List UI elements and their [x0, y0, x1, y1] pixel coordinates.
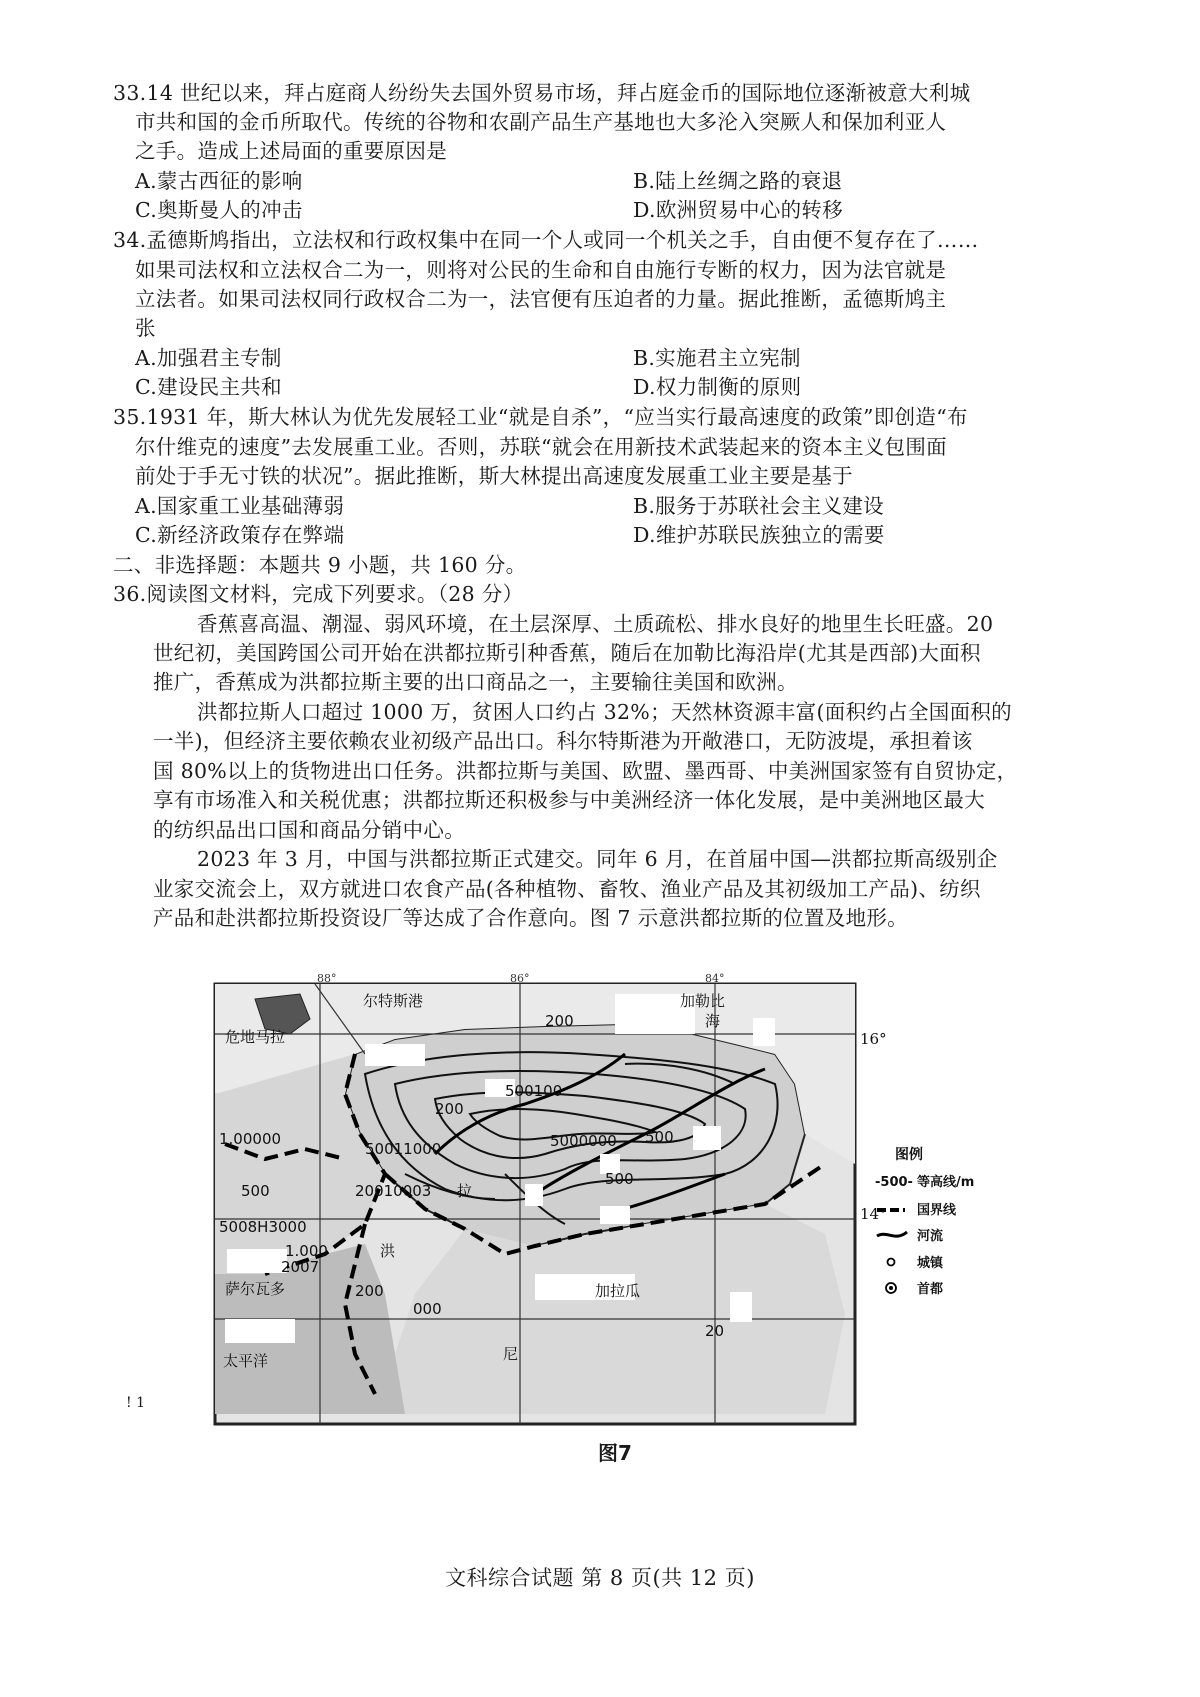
- label-hu: 洪: [380, 1242, 396, 1260]
- label-guatemala: 危地马拉: [225, 1028, 286, 1046]
- tick-86: 86°: [510, 972, 530, 985]
- map-legend: [875, 1146, 974, 1297]
- label-caribbean-b: 海: [705, 1012, 721, 1030]
- label-n3: 5008H3000: [219, 1218, 307, 1236]
- label-port: 尔特斯港: [363, 992, 424, 1010]
- legend-river: 河流: [917, 1229, 944, 1244]
- legend-contour: 等高线/m: [917, 1175, 975, 1190]
- tick-84: 84°: [705, 972, 725, 985]
- q36-para3-line-3: 产品和赴洪都拉斯投资设厂等达成了合作意向。图 7 示意洪都拉斯的位置及地形。: [153, 906, 908, 930]
- q33-option-d: D.欧洲贸易中心的转移: [633, 198, 844, 222]
- legend-river-swatch: [877, 1232, 907, 1236]
- q33-stem-line-3: 之手。造成上述局面的重要原因是: [135, 139, 447, 163]
- q33-stem-line-1: 33.14 世纪以来，拜占庭商人纷纷失去国外贸易市场，拜占庭金币的国际地位逐渐被意大利城: [113, 81, 971, 105]
- q36-para2-line-4: 享有市场准入和关税优惠；洪都拉斯还积极参与中美洲经济一体化发展，是中美洲地区最大: [153, 788, 985, 812]
- label-n1: 1.00000: [219, 1130, 282, 1148]
- label-nicaragua-b: 加拉瓜: [595, 1282, 641, 1300]
- legend-capital-dot: [889, 1286, 893, 1290]
- q33-option-b: B.陆上丝绸之路的衰退: [633, 169, 843, 193]
- legend-town: 城镇: [917, 1256, 944, 1271]
- label-n7: 500: [605, 1170, 634, 1188]
- page-footer: 文科综合试题 第 8 页(共 12 页): [445, 1566, 755, 1590]
- q33-option-a: A.蒙古西征的影响: [135, 169, 303, 193]
- label-n6: 000: [413, 1300, 442, 1318]
- legend-contour-val: -500-: [875, 1175, 913, 1190]
- q34-option-a: A.加强君主专制: [135, 346, 282, 370]
- q34-option-b: B.实施君主立宪制: [633, 346, 801, 370]
- label-200-top: 200: [545, 1012, 574, 1030]
- q35-option-d: D.维护苏联民族独立的需要: [633, 523, 885, 547]
- label-n13: 20010003: [355, 1182, 432, 1200]
- q35-option-c: C.新经济政策存在弊端: [135, 523, 345, 547]
- label-n5: 200: [355, 1282, 384, 1300]
- q35-option-b: B.服务于苏联社会主义建设: [633, 494, 884, 518]
- q36-title: 36.阅读图文材料，完成下列要求。（28 分）: [113, 582, 524, 606]
- q34-option-d: D.权力制衡的原则: [633, 375, 802, 399]
- label-nicaragua-a: 尼: [503, 1345, 519, 1363]
- label-n14: 1.000: [285, 1242, 328, 1260]
- q36-para2-line-5: 的纺织品出口国和商品分销中心。: [153, 818, 465, 842]
- legend-border: 国界线: [917, 1203, 957, 1218]
- label-n9: 200: [435, 1100, 464, 1118]
- q34-stem-line-4: 张: [135, 316, 156, 340]
- legend-capital: 首都: [917, 1282, 944, 1297]
- label-n11: 50011000: [365, 1140, 442, 1158]
- label-n2: 500: [241, 1182, 270, 1200]
- q33-option-c: C.奥斯曼人的冲击: [135, 198, 303, 222]
- tick-88: 88°: [317, 972, 337, 985]
- label-caribbean-a: 加勒比: [680, 992, 726, 1010]
- label-la: 拉: [457, 1182, 473, 1200]
- q36-para1-line-2: 世纪初，美国跨国公司开始在洪都拉斯引种香蕉，随后在加勒比海沿岸(尤其是西部)大面积: [153, 641, 981, 665]
- lat-14-label: 14°: [860, 1205, 887, 1223]
- figure-caption: 图7: [598, 1441, 632, 1465]
- label-elsalvador: 萨尔瓦多: [225, 1280, 286, 1298]
- q35-stem-line-3: 前处于手无寸铁的状况”。据此推断，斯大林提出高速度发展重工业主要是基于: [135, 464, 853, 488]
- section-heading: 二、非选择题：本题共 9 小题，共 160 分。: [113, 553, 527, 577]
- label-pacific: 太平洋: [223, 1352, 269, 1370]
- q36-para3-line-2: 业家交流会上，双方就进口农食产品(各种植物、畜牧、渔业产品及其初级加工产品)、纺织: [153, 877, 981, 901]
- legend-title: 图例: [895, 1147, 923, 1163]
- legend-town-icon: [888, 1259, 895, 1266]
- label-n12: 500100: [505, 1082, 563, 1100]
- q34-stem-line-2: 如果司法权和立法权合二为一，则将对公民的生命和自由施行专断的权力，因为法官就是: [135, 258, 947, 282]
- label-n4: 2007: [281, 1258, 320, 1276]
- honduras-map: [205, 972, 975, 1434]
- q36-para1-line-1: 香蕉喜高温、潮湿、弱风环境，在土层深厚、土质疏松、排水良好的地里生长旺盛。20: [197, 612, 994, 636]
- q35-stem-line-1: 35.1931 年，斯大林认为优先发展轻工业“就是自杀”，“应当实行最高速度的政策”即创造“布: [113, 405, 968, 429]
- q34-stem-line-3: 立法者。如果司法权同行政权合二为一，法官便有压迫者的力量。据此推断，孟德斯鸠主: [135, 287, 947, 311]
- label-twenty: 20: [705, 1322, 725, 1340]
- q35-stem-line-2: 尔什维克的速度”去发展重工业。否则，苏联“就会在用新技术武装起来的资本主义包围面: [135, 435, 947, 459]
- stray-mark: ! 1: [126, 1395, 145, 1411]
- q36-para2-line-1: 洪都拉斯人口超过 1000 万，贫困人口约占 32%；天然林资源丰富(面积约占全国面积的: [197, 700, 1012, 724]
- label-n10: 5000000: [550, 1132, 617, 1150]
- lat-16-label: 16°: [860, 1030, 887, 1048]
- label-n8: 500: [645, 1128, 674, 1146]
- q36-para2-line-3: 国 80%以上的货物进出口任务。洪都拉斯与美国、欧盟、墨西哥、中美洲国家签有自贸协定，: [153, 759, 1018, 783]
- q33-stem-line-2: 市共和国的金币所取代。传统的谷物和农副产品生产基地也大多沦入突厥人和保加利亚人: [135, 110, 947, 134]
- q34-option-c: C.建设民主共和: [135, 375, 282, 399]
- q36-para1-line-3: 推广，香蕉成为洪都拉斯主要的出口商品之一，主要输往美国和欧洲。: [153, 670, 798, 694]
- q35-option-a: A.国家重工业基础薄弱: [135, 494, 345, 518]
- q34-stem-line-1: 34.孟德斯鸠指出，立法权和行政权集中在同一个人或同一个机关之手，自由便不复存在了……: [113, 228, 979, 252]
- q36-para2-line-2: 一半)，但经济主要依赖农业初级产品出口。科尔特斯港为开敞港口，无防波堤，承担着该: [153, 729, 973, 753]
- q36-para3-line-1: 2023 年 3 月，中国与洪都拉斯正式建交。同年 6 月，在首届中国—洪都拉斯高级别企: [197, 847, 998, 871]
- nicaragua-land: [395, 1204, 845, 1414]
